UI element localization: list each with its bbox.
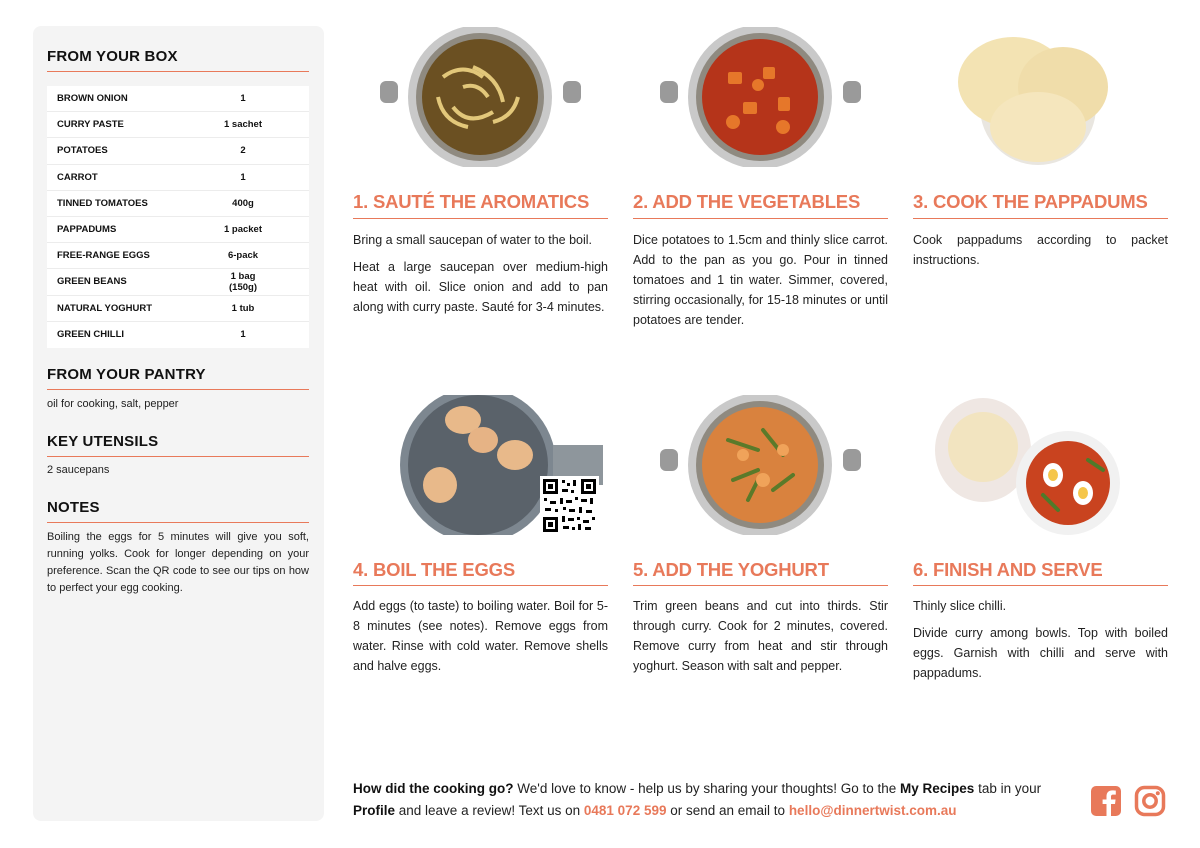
footer-feedback: [353, 778, 1073, 821]
step-3-title: 3. COOK THE PAPPADUMS: [913, 191, 1148, 212]
ingredient-qty: 400g: [232, 197, 254, 209]
instagram-icon[interactable]: [1134, 785, 1166, 817]
footer-text: or send an email to: [666, 802, 789, 818]
divider: [47, 389, 309, 390]
divider: [47, 456, 309, 457]
sidebar: [33, 26, 324, 821]
ingredient-row: [47, 138, 309, 164]
step-1-text-2: Heat a large saucepan over medium-high heat with oil. Slice onion and add to pan along with curry paste. Sauté for 3-4 minutes.: [353, 260, 608, 314]
ingredients-table: [47, 86, 309, 348]
ingredient-qty: 1 tub: [231, 302, 255, 314]
ingredient-row: [47, 165, 309, 191]
notes-text: Boiling the eggs for 5 minutes will give you soft, running yolks. Cook for longer depending on your preference. Scan the QR code to see our tips on how to perfect your egg cooking.: [47, 531, 309, 594]
step-2-text-1: Dice potatoes to 1.5cm and thinly slice carrot. Add to the pan as you go. Pour in tinned tomatoes and 1 tin water. Simmer, covered, stirring occasionally, for 15-18 minutes or until potatoes are tender.: [633, 233, 888, 327]
divider: [353, 218, 608, 219]
divider: [633, 585, 888, 586]
step-2-title: 2. ADD THE VEGETABLES: [633, 191, 861, 212]
ingredient-name: POTATOES: [57, 145, 108, 157]
divider: [633, 218, 888, 219]
ingredient-name: GREEN CHILLI: [57, 329, 125, 341]
divider: [47, 522, 309, 523]
step-6-title: 6. FINISH AND SERVE: [913, 559, 1103, 580]
profile-label: Profile: [353, 802, 396, 818]
ingredient-qty: 1: [240, 93, 246, 105]
qr-code[interactable]: [540, 476, 599, 535]
step-4-title: 4. BOIL THE EGGS: [353, 559, 515, 580]
ingredient-qty: 1 packet: [223, 224, 263, 236]
saute-pot-image: [353, 27, 608, 167]
ingredient-name: NATURAL YOGHURT: [57, 302, 152, 314]
served-curry-image: [913, 395, 1168, 535]
ingredient-name: FREE-RANGE EGGS: [57, 250, 150, 262]
ingredient-name: PAPPADUMS: [57, 224, 117, 236]
my-recipes-label: My Recipes: [900, 781, 975, 796]
ingredient-name: GREEN BEANS: [57, 276, 127, 288]
step-6-text-1: Thinly slice chilli.: [913, 599, 1007, 613]
step-5-title: 5. ADD THE YOGHURT: [633, 559, 829, 580]
ingredient-qty: 6-pack: [227, 250, 259, 262]
step-6-text-2: Divide curry among bowls. Top with boiled eggs. Garnish with chilli and serve with pappadums.: [913, 626, 1168, 680]
email-link[interactable]: hello@dinnertwist.com.au: [788, 802, 957, 818]
from-your-box-title: FROM YOUR BOX: [47, 48, 178, 65]
ingredient-row: [47, 296, 309, 322]
ingredient-row: [47, 269, 309, 295]
ingredient-qty: 1: [240, 171, 246, 183]
divider: [47, 71, 309, 72]
ingredient-row: [47, 86, 309, 112]
ingredient-qty: 1 sachet: [223, 119, 263, 131]
ingredient-row: [47, 112, 309, 138]
step-5-text-1: Trim green beans and cut into thirds. Stir through curry. Cook for 2 minutes, covered. Remove curry from heat and stir through yoghurt. Season with salt and pepper.: [633, 599, 888, 673]
ingredient-row: [47, 217, 309, 243]
from-your-pantry-title: FROM YOUR PANTRY: [47, 366, 206, 383]
footer-text: We'd love to know - help us by sharing your thoughts! Go to the: [513, 781, 901, 796]
facebook-icon[interactable]: [1090, 785, 1122, 817]
ingredient-qty: 1: [240, 329, 246, 341]
ingredient-name: CARROT: [57, 171, 98, 183]
footer-text: tab in your: [974, 781, 1042, 796]
phone-link[interactable]: 0481 072 599: [583, 802, 667, 818]
pappadums-image: [913, 27, 1168, 167]
step-1-title: 1. SAUTÉ THE AROMATICS: [353, 191, 590, 212]
footer-text: and leave a review! Text us on: [395, 802, 584, 818]
footer-question: How did the cooking go?: [353, 781, 514, 796]
curry-pot-image: [633, 395, 888, 535]
utensils-text: 2 saucepans: [47, 464, 110, 476]
ingredient-name: CURRY PASTE: [57, 119, 124, 131]
ingredient-qty: 1 bag (150g): [229, 270, 257, 293]
ingredient-row: [47, 322, 309, 348]
divider: [913, 218, 1168, 219]
vegetables-pot-image: [633, 27, 888, 167]
ingredient-qty: 2: [240, 145, 246, 157]
ingredient-name: BROWN ONION: [57, 93, 128, 105]
ingredient-row: [47, 191, 309, 217]
ingredient-row: [47, 243, 309, 269]
ingredient-name: TINNED TOMATOES: [57, 197, 148, 209]
step-3-text-1: Cook pappadums according to packet instructions.: [913, 233, 1168, 267]
step-4-text-1: Add eggs (to taste) to boiling water. Boil for 5-8 minutes (see notes). Remove eggs from water. Rinse with cold water. Remove shells and halve eggs.: [353, 599, 608, 673]
divider: [913, 585, 1168, 586]
pantry-text: oil for cooking, salt, pepper: [47, 398, 179, 410]
step-1-text-1: Bring a small saucepan of water to the boil.: [353, 233, 593, 247]
key-utensils-title: KEY UTENSILS: [47, 433, 159, 450]
divider: [353, 585, 608, 586]
notes-title: NOTES: [47, 499, 100, 516]
